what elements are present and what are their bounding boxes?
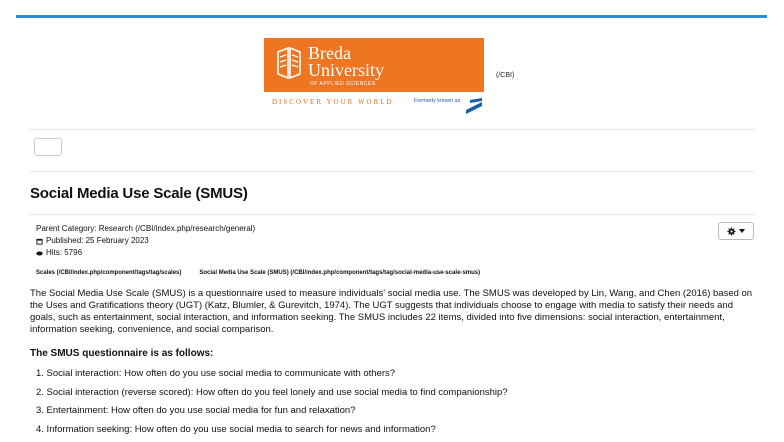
nhtv-logo-icon bbox=[464, 96, 484, 116]
questionnaire-list bbox=[36, 368, 508, 442]
divider bbox=[30, 171, 754, 172]
parent-category-link[interactable]: Parent Category: Research (/CBI/index.php/research/general) bbox=[36, 224, 256, 233]
list-item: 3. Entertainment: How often do you use social media for fun and relaxation? bbox=[36, 405, 356, 417]
top-accent-bar bbox=[16, 15, 767, 18]
hits-count bbox=[36, 247, 255, 259]
logo-tagline: DISCOVER YOUR WORLD bbox=[272, 98, 394, 106]
caret-down-icon bbox=[739, 229, 745, 233]
divider bbox=[30, 214, 754, 215]
questionnaire-heading: The SMUS questionnaire is as follows: bbox=[30, 348, 214, 359]
article-info bbox=[36, 223, 255, 259]
list-item: 1. Social interaction: How often do you use social media to communicate with others? bbox=[36, 368, 396, 379]
article-intro: The Social Media Use Scale (SMUS) is a questionnaire used to measure individuals' social media use. The SMUS was developed by Lin, Wang, and Chen (2016) based on the Uses and Gratifications theory (UGT) (Katz, Blumler, & Gurevitch, 1974). The UGT suggests that individuals choose to engage with media to satisfy their needs and goals, such as entertainment, social interaction, and information seeking. The SMUS includes 22 items, divided into five dimensions: social interaction, entertainment, information seeking, convenience, and social comparison. bbox=[30, 288, 753, 335]
calendar-icon bbox=[36, 238, 43, 245]
article-tools-button[interactable] bbox=[718, 222, 754, 240]
menu-toggle-button[interactable] bbox=[34, 138, 62, 156]
hits-text: Hits: 5796 bbox=[46, 248, 83, 257]
published-text: Published: 25 February 2023 bbox=[46, 236, 149, 245]
published-date bbox=[36, 235, 255, 247]
list-item: 4. Information seeking: How often do you use social media to search for news and information? bbox=[36, 423, 436, 435]
logo-formerly-text: Formerly known as bbox=[414, 98, 461, 104]
site-logo[interactable] bbox=[264, 38, 486, 118]
site-path-label: (/CBI) bbox=[496, 72, 515, 79]
tag-list bbox=[36, 270, 480, 276]
list-item: 2. Social interaction (reverse scored): How often do you feel lonely and use social media to find companionship? bbox=[36, 386, 508, 398]
divider bbox=[30, 129, 754, 130]
logo-banner bbox=[264, 38, 484, 92]
tag-link-smus[interactable]: Social Media Use Scale (SMUS) (/CBI/index.php/component/tags/tag/social-media-use-scale-smus) bbox=[199, 270, 481, 276]
gear-icon bbox=[727, 227, 736, 236]
tag-link-scales[interactable]: Scales (/CBI/index.php/component/tags/tag/scales) bbox=[36, 270, 182, 276]
eye-icon bbox=[36, 250, 43, 257]
university-crest-icon bbox=[274, 44, 304, 84]
logo-text-university: University bbox=[308, 60, 384, 80]
page-title: Social Media Use Scale (SMUS) bbox=[30, 185, 248, 202]
logo-text-applied-sciences: OF APPLIED SCIENCES bbox=[310, 81, 376, 87]
parent-category bbox=[36, 223, 255, 235]
logo-text-breda: Breda bbox=[308, 43, 351, 63]
